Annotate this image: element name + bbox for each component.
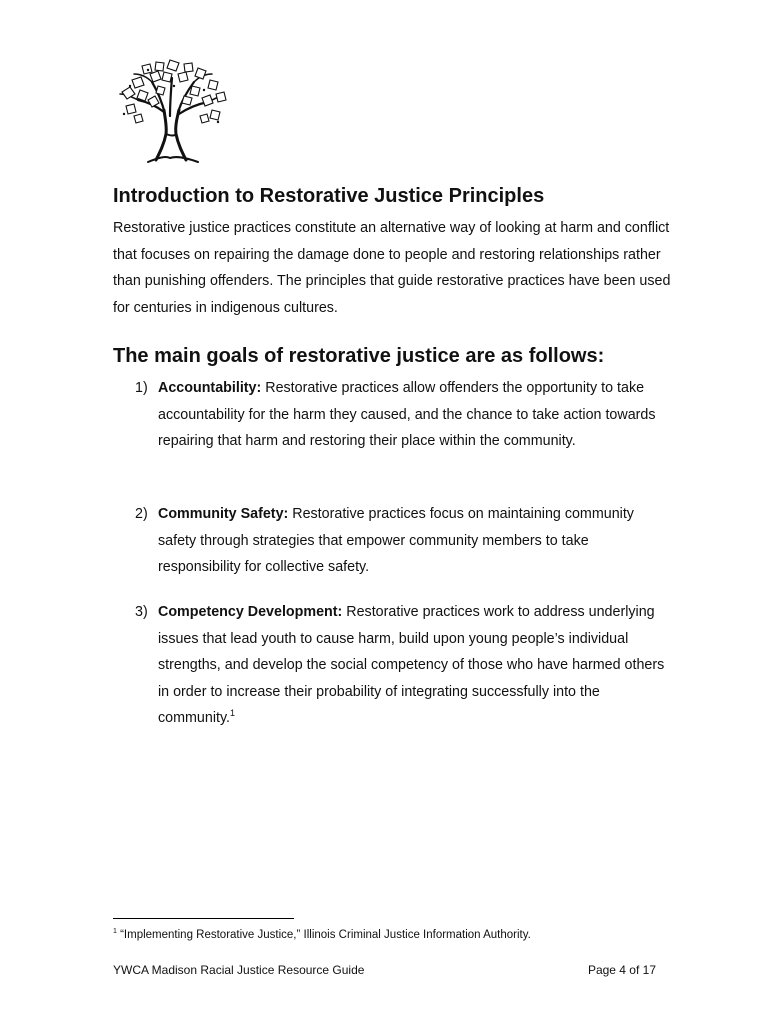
goal-number: 2) (135, 506, 148, 522)
intro-paragraph: Restorative justice practices constitute an alternative way of looking at harm and conflict that focuses on repairing the damage done to people and restoring relationships rather than punishing offenders. The principles that guide restorative practices have been used for centuries in indigenous cultures. (113, 220, 671, 316)
page-title: Introduction to Restorative Justice Principles (113, 185, 545, 207)
goal-number: 3) (135, 604, 148, 620)
tree-of-leaves-icon (112, 56, 230, 164)
footer-document-title: YWCA Madison Racial Justice Resource Guide (113, 963, 365, 977)
goal-item-accountability (135, 375, 675, 455)
goal-item-community-safety (135, 501, 675, 581)
footer-page-number: Page 4 of 17 (587, 963, 656, 977)
footnote (113, 927, 531, 943)
goal-number: 1) (135, 380, 148, 396)
footnote-text: “Implementing Restorative Justice,” Illinois Criminal Justice Information Authority. (116, 929, 531, 941)
goal-text: Restorative practices allow offenders the opportunity to take accountability for the harm they caused, and the chance to take action towards repairing that harm and restoring their place within the community. (158, 380, 656, 449)
goal-term: Accountability: (158, 380, 262, 396)
goal-term: Community Safety: (158, 506, 289, 522)
goal-term: Competency Development: (158, 604, 343, 620)
goal-text: Restorative practices work to address underlying issues that lead youth to cause harm, build upon young people’s individual strengths, and develop the social competency of those who have harmed others in order to increase their probability of integrating successfully into the community. (158, 604, 665, 726)
goal-text: Restorative practices focus on maintaining community safety through strategies that empower community members to take responsibility for collective safety. (158, 506, 634, 575)
goals-heading: The main goals of restorative justice are as follows: (113, 345, 605, 367)
footnote-divider (113, 918, 294, 919)
goal-item-competency-development (135, 599, 675, 732)
footnote-reference[interactable]: 1 (230, 708, 236, 719)
footnote-marker: 1 (113, 928, 117, 936)
